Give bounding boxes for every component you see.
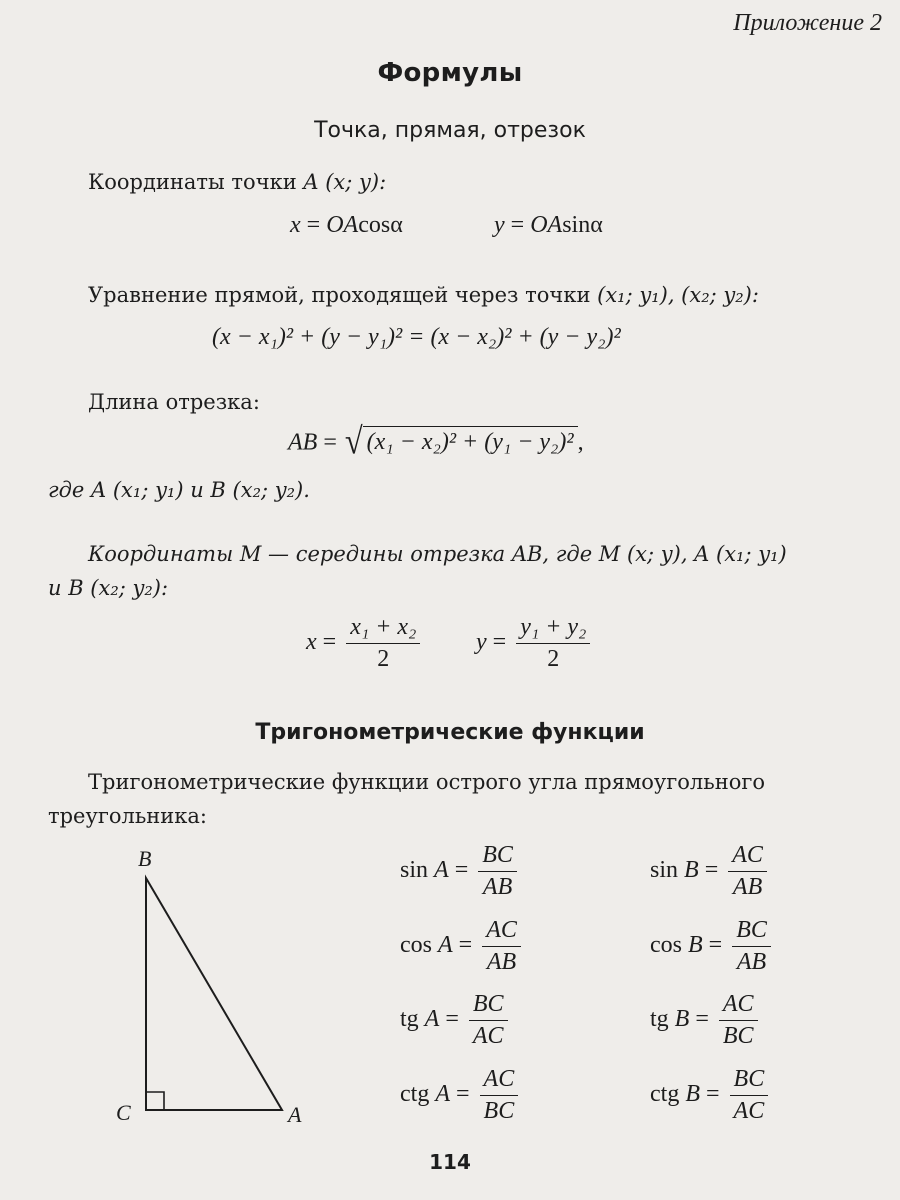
coords-args: (x; y): [325,170,387,194]
formula-ctg-a: ctg A = $\frac{AC}{BC}$ [400,1066,522,1125]
formula-midpoint-y: y = $\frac{\text{y₁ + y₂}}{2}$ [476,614,594,673]
formula-sin-a: sin A = $\frac{BC}{AB}$ [400,842,521,901]
formula-tg-a: tg A = $\frac{BC}{AC}$ [400,991,512,1050]
triangle-vertex-b: B [138,846,152,871]
formula-ctg-b: ctg B = $\frac{BC}{AC}$ [650,1066,772,1125]
right-triangle-diagram [100,840,320,1140]
right-angle-marker [146,1092,164,1110]
page-title: Формулы [377,58,523,88]
midpoint-label-line1: Координаты M — середины отрезка AB, где M (x; y), A (x₁; y₁) [88,542,787,566]
line-points: (x₁; y₁), (x₂; y₂): [597,283,759,307]
section-heading-trigonometric-functions: Тригонометрические функции [255,720,645,745]
trig-intro-line1: Тригонометрические функции острого угла прямоугольного [88,770,765,794]
formula-cos-a: cos A = $\frac{AC}{AB}$ [400,917,525,976]
formula-line-equation: (x − x₁)² + (y − y₁)² = (x − x₂)² + (y − y₂)² [212,324,621,350]
formula-segment-length: AB = √ (x₁ − x₂)² + (y₁ − y₂)² , [288,421,584,463]
formula-y-coordinate: y = OAsinα [494,212,603,238]
triangle-shape [146,878,282,1110]
appendix-header: Приложение 2 [733,10,882,36]
section-heading-point-line-segment: Точка, прямая, отрезок [314,118,586,143]
formula-midpoint-x: x = $\frac{\text{x₁ + x₂}}{2}$ [306,614,424,673]
formula-x-coordinate: x = OAcosα [290,212,403,238]
line-equation-label: Уравнение прямой, проходящей через точки (x₁; y₁), (x₂; y₂): [88,283,759,307]
trig-intro-line2: треугольника: [48,804,207,828]
triangle-vertex-c: C [116,1100,131,1125]
page-number: 114 [429,1150,471,1174]
segment-length-label: Длина отрезка: [88,390,260,414]
midpoint-label-line2: и B (x₂; y₂): [48,576,169,600]
formula-sin-b: sin B = $\frac{AC}{AB}$ [650,842,771,901]
formula-tg-b: tg B = $\frac{AC}{BC}$ [650,991,762,1050]
formula-cos-b: cos B = $\frac{BC}{AB}$ [650,917,775,976]
coords-label: Координаты точки A (x; y): [88,170,387,194]
segment-length-where: где A (x₁; y₁) и B (x₂; y₂). [48,478,310,502]
triangle-vertex-a: A [288,1102,302,1127]
